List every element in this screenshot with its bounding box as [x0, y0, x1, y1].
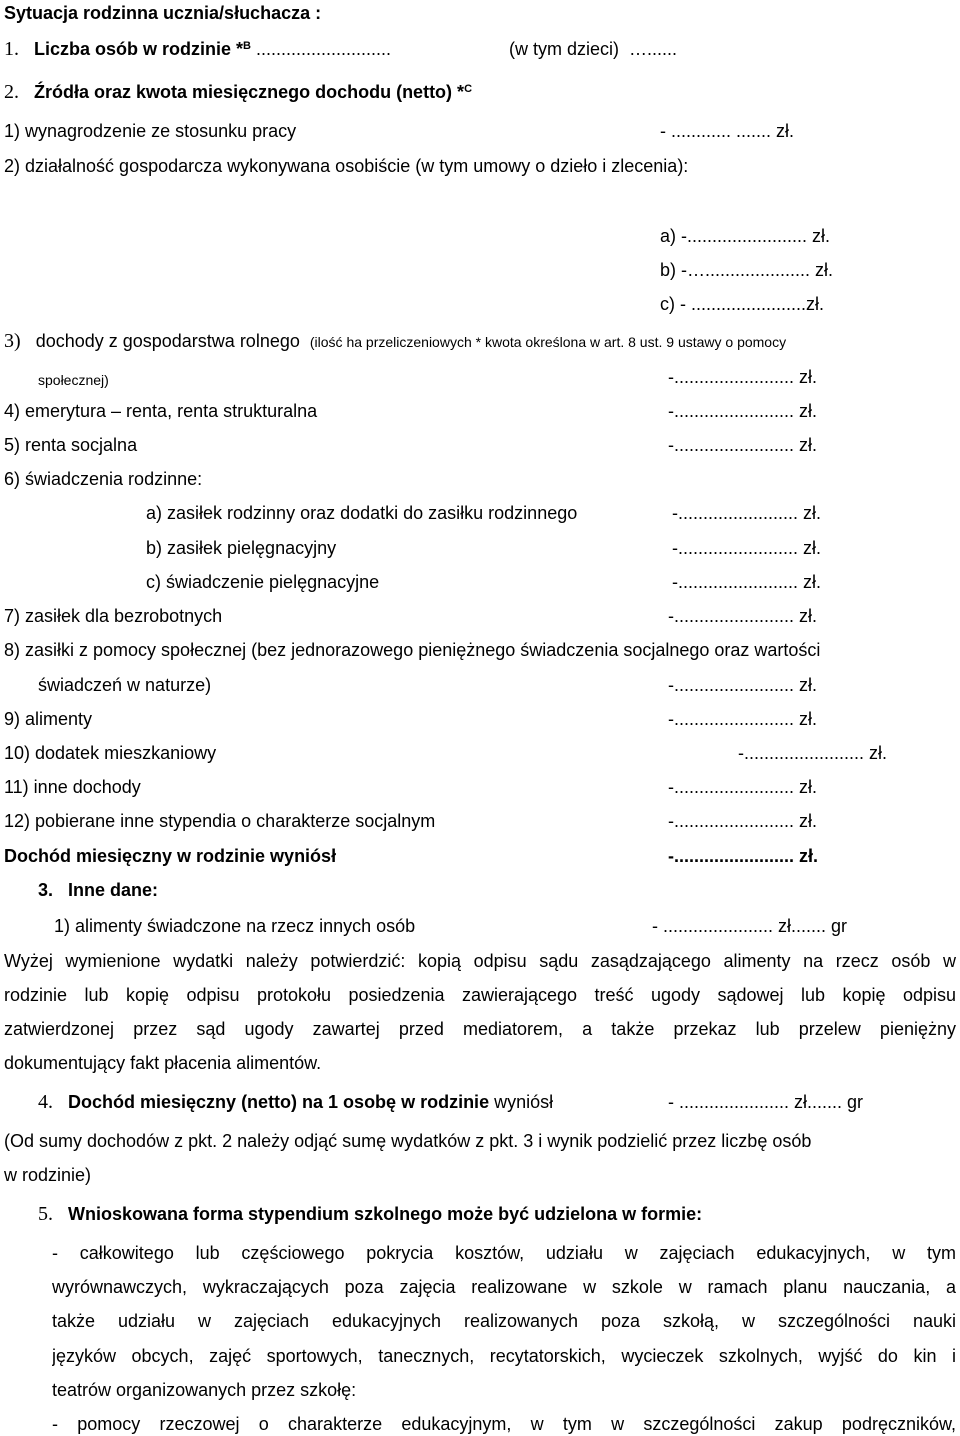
calculation-note: w rodzinie) — [4, 1165, 92, 1185]
amount-field: -........................ zł. — [668, 401, 818, 421]
total-income-label: Dochód miesięczny w rodzinie wyniósł — [4, 846, 337, 866]
scholarship-form-item: języków obcych, zajęć sportowych, tanecznych, recytatorskich, wycieczek szkolnych, wyjść do kin i — [52, 1346, 956, 1366]
scholarship-form-item: teatrów organizowanych przez szkołę: — [52, 1380, 357, 1400]
alimony-note-line: Wyżej wymienione wydatki należy potwierdzić: kopią odpisu sądu zasądzającego alimenty na rzecz osób w — [4, 951, 956, 971]
income-label: 7) zasiłek dla bezrobotnych — [4, 606, 223, 626]
amount-field: -........................ zł. — [672, 572, 822, 592]
income-label: 6) świadczenia rodzinne: — [4, 469, 203, 489]
amount-field: c) - .......................zł. — [660, 294, 825, 314]
amount-field: -........................ zł. — [668, 367, 818, 387]
income-section-heading: 2. Źródła oraz kwota miesięcznego dochodu (netto) *$^C$ — [4, 81, 473, 103]
income-label-continued: świadczeń w naturze) — [38, 675, 212, 695]
amount-field: -........................ zł. — [668, 435, 818, 455]
income-label: 3) dochody z gospodarstwa rolnego (ilość ha przeliczeniowych * kwota określona w art. 8 ust. 9 ustawy o pomocy — [4, 330, 787, 352]
income-label: 12) pobierane inne stypendia o charakterze socjalnym — [4, 811, 436, 831]
per-person-income-row: 4. Dochód miesięczny (netto) na 1 osobę w rodzinie wyniósł — [38, 1091, 554, 1113]
section-number: 3. — [38, 880, 54, 900]
income-sublabel: c) świadczenie pielęgnacyjne — [146, 572, 380, 592]
family-size-label: Liczba osób w rodzinie * — [34, 39, 244, 59]
income-label: 8) zasiłki z pomocy społecznej (bez jednorazowego pieniężnego świadczenia socjalnego oraz wartości — [4, 640, 821, 660]
section-number: 2. — [4, 81, 19, 103]
family-size-row: 1. Liczba osób w rodzinie *$^B$ ........................... — [4, 38, 392, 60]
income-label: 2) działalność gospodarcza wykonywana osobiście (w tym umowy o dzieło i zlecenia): — [4, 156, 689, 176]
income-label: 4) emerytura – renta, renta strukturalna — [4, 401, 318, 421]
scholarship-form-item: - całkowitego lub częściowego pokrycia kosztów, udziału w zajęciach edukacyjnych, w tym — [52, 1243, 956, 1263]
income-label: 10) dodatek mieszkaniowy — [4, 743, 217, 763]
income-note: społecznej) — [38, 372, 109, 388]
amount-field: -........................ zł. — [668, 606, 818, 626]
amount-field: -........................ zł. — [668, 709, 818, 729]
income-sublabel: b) zasiłek pielęgnacyjny — [146, 538, 337, 558]
income-label: 5) renta socjalna — [4, 435, 138, 455]
amount-field: -........................ zł. — [668, 777, 818, 797]
scholarship-form-item: wyrównawczych, wykraczających poza zajęcia realizowane w szkole w ramach planu nauczania, a — [52, 1277, 956, 1297]
section-number: 1. — [4, 38, 19, 60]
section-title: Sytuacja rodzinna ucznia/słuchacza : — [4, 3, 322, 23]
amount-field: a) -........................ zł. — [660, 226, 831, 246]
footnote-mark: B — [243, 40, 251, 52]
alimony-paid-label: 1) alimenty świadczone na rzecz innych osób — [54, 916, 416, 936]
footnote-mark: C — [464, 83, 473, 95]
scholarship-form-heading: 5. Wnioskowana forma stypendium szkolnego może być udzielona w formie: — [38, 1203, 703, 1225]
amount-field: - ...................... zł....... gr — [652, 916, 848, 936]
children-field: (w tym dzieci) …...... — [509, 39, 678, 59]
calculation-note: (Od sumy dochodów z pkt. 2 należy odjąć sumę wydatków z pkt. 3 i wynik podzielić przez liczbę osób — [4, 1131, 812, 1151]
section-number: 4. — [38, 1091, 53, 1113]
alimony-note-line: dokumentujący fakt płacenia alimentów. — [4, 1053, 322, 1073]
amount-field: - ............ ....... zł. — [660, 121, 795, 141]
scholarship-form-item: - pomocy rzeczowej o charakterze edukacyjnym, w tym w szczególności zakup podręczników, — [52, 1414, 956, 1434]
amount-field: -........................ zł. — [672, 538, 822, 558]
amount-field: b) -…..................... zł. — [660, 260, 834, 280]
amount-field: -........................ zł. — [668, 675, 818, 695]
amount-field: -........................ zł. — [672, 503, 822, 523]
amount-field: -........................ zł. — [668, 811, 818, 831]
other-data-heading: 3. Inne dane: — [38, 880, 159, 900]
amount-field: - ...................... zł....... gr — [668, 1092, 864, 1112]
amount-field: -........................ zł. — [738, 743, 888, 763]
scholarship-form-item: także udziału w zajęciach edukacyjnych realizowanych poza szkołą, w szczególności nauki — [52, 1311, 956, 1331]
income-label: 1) wynagrodzenie ze stosunku pracy — [4, 121, 297, 141]
section-number: 5. — [38, 1203, 53, 1225]
income-label: 9) alimenty — [4, 709, 93, 729]
total-income-amount: -........................ zł. — [668, 846, 819, 866]
alimony-note-line: zatwierdzonej przez sąd ugody zawartej przed mediatorem, a także przekaz lub przelew pieniężny — [4, 1019, 956, 1039]
income-label: 11) inne dochody — [4, 777, 141, 797]
income-sublabel: a) zasiłek rodzinny oraz dodatki do zasiłku rodzinnego — [146, 503, 578, 523]
alimony-note-line: rodzinie lub kopię odpisu protokołu posiedzenia zawierającego treść ugody sądowej lub kopię odpisu — [4, 985, 956, 1005]
